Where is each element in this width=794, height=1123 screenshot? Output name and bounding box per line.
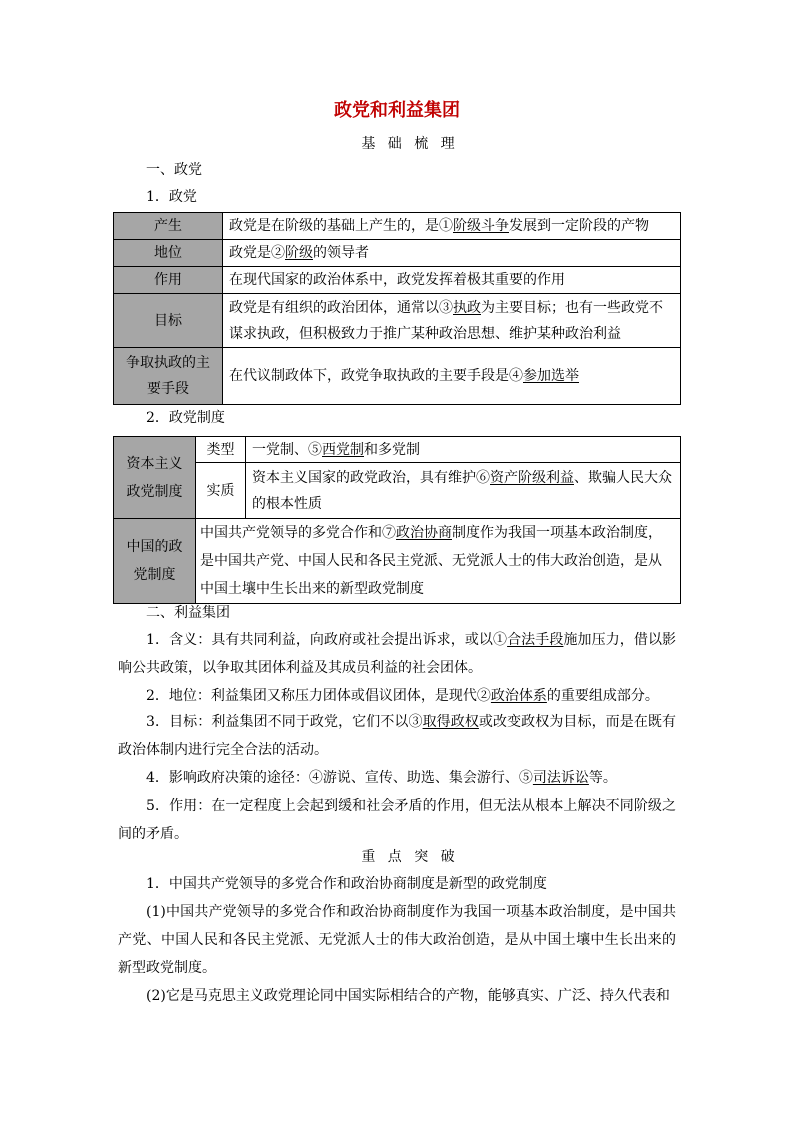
table-row (114, 240, 681, 267)
row-content: 政党是②阶级的领导者 (223, 240, 681, 267)
sub-label-essence: 实质 (196, 463, 246, 519)
row-content: 政党是在阶级的基础上产生的，是①阶级斗争发展到一定阶段的产物 (223, 213, 681, 240)
part-heading-party: 一、政党 (146, 162, 202, 178)
paragraph-definition: 1．含义：具有共同利益，向政府或社会提出诉求，或以①合法手段施加压力，借以影响公共政策，以争取其团体利益及其成员利益的社会团体。 (118, 632, 677, 676)
section-heading-basics: 基 础 梳 理 (361, 136, 459, 152)
paragraph-role: 5．作用：在一定程度上会起到缓和社会矛盾的作用，但无法从根本上解决不同阶级之间的矛盾。 (118, 798, 676, 842)
paragraph-goal: 3．目标：利益集团不同于政党，它们不以③取得政权或改变政权为目标，而是在既有政治体制内进行完全合法的活动。 (118, 714, 677, 758)
page-title: 政党和利益集团 (334, 100, 460, 121)
party-system-table (113, 436, 681, 604)
row-content: 资本主义国家的政党政治，具有维护⑥资产阶级利益、欺骗人民大众的根本性质 (246, 463, 681, 519)
table-row (114, 213, 681, 240)
row-label: 作用 (114, 267, 223, 294)
row-content: 中国共产党领导的多党合作和⑦政治协商制度作为我国一项基本政治制度，是中国共产党、中国人民和各民主党派、无党派人士的伟大政治创造，是从中国土壤中生长出来的新型政党制度 (196, 519, 681, 604)
key-point-paragraph-2: (2)它是马克思主义政党理论同中国实际相结合的产物，能够真实、广泛、持久代表和 (146, 988, 670, 1004)
paragraph-position: 2．地位：利益集团又称压力团体或倡议团体，是现代②政治体系的重要组成部分。 (146, 688, 659, 704)
key-point-heading: 1．中国共产党领导的多党合作和政治协商制度是新型的政党制度 (146, 876, 547, 892)
section-heading-key-points: 重 点 突 破 (361, 849, 459, 865)
row-content: 在代议制政体下，政党争取执政的主要手段是④参加选举 (223, 348, 681, 405)
sub-label-type: 类型 (196, 437, 246, 463)
key-point-paragraph-1: (1)中国共产党领导的多党合作和政治协商制度作为我国一项基本政治制度，是中国共产党、中国人民和各民主党派、无党派人士的伟大政治创造，是从中国土壤中生长出来的新型政党制度。 (118, 904, 676, 976)
table-row (114, 267, 681, 294)
item-heading-system: 2．政党制度 (146, 410, 225, 426)
table-row (114, 463, 681, 519)
paragraph-influence: 4．影响政府决策的途径：④游说、宣传、助选、集会游行、⑤司法诉讼等。 (146, 770, 617, 786)
table-row (114, 294, 681, 348)
group-label-capitalist: 资本主义政党制度 (114, 437, 196, 519)
row-content: 政党是有组织的政治团体，通常以③执政为主要目标；也有一些政党不谋求执政，但积极致力于推广某种政治思想、维护某种政治利益 (223, 294, 681, 348)
row-content: 在现代国家的政治体系中，政党发挥着极其重要的作用 (223, 267, 681, 294)
row-label: 争取执政的主要手段 (114, 348, 223, 405)
party-table (113, 212, 681, 405)
table-row (114, 437, 681, 463)
table-row (114, 348, 681, 405)
row-content: 一党制、⑤西党制和多党制 (246, 437, 681, 463)
item-heading-party: 1．政党 (146, 189, 197, 205)
row-label: 地位 (114, 240, 223, 267)
group-label-china: 中国的政党制度 (114, 519, 196, 604)
table-row (114, 519, 681, 604)
row-label: 目标 (114, 294, 223, 348)
part-heading-interest-groups: 二、利益集团 (146, 605, 230, 621)
row-label: 产生 (114, 213, 223, 240)
